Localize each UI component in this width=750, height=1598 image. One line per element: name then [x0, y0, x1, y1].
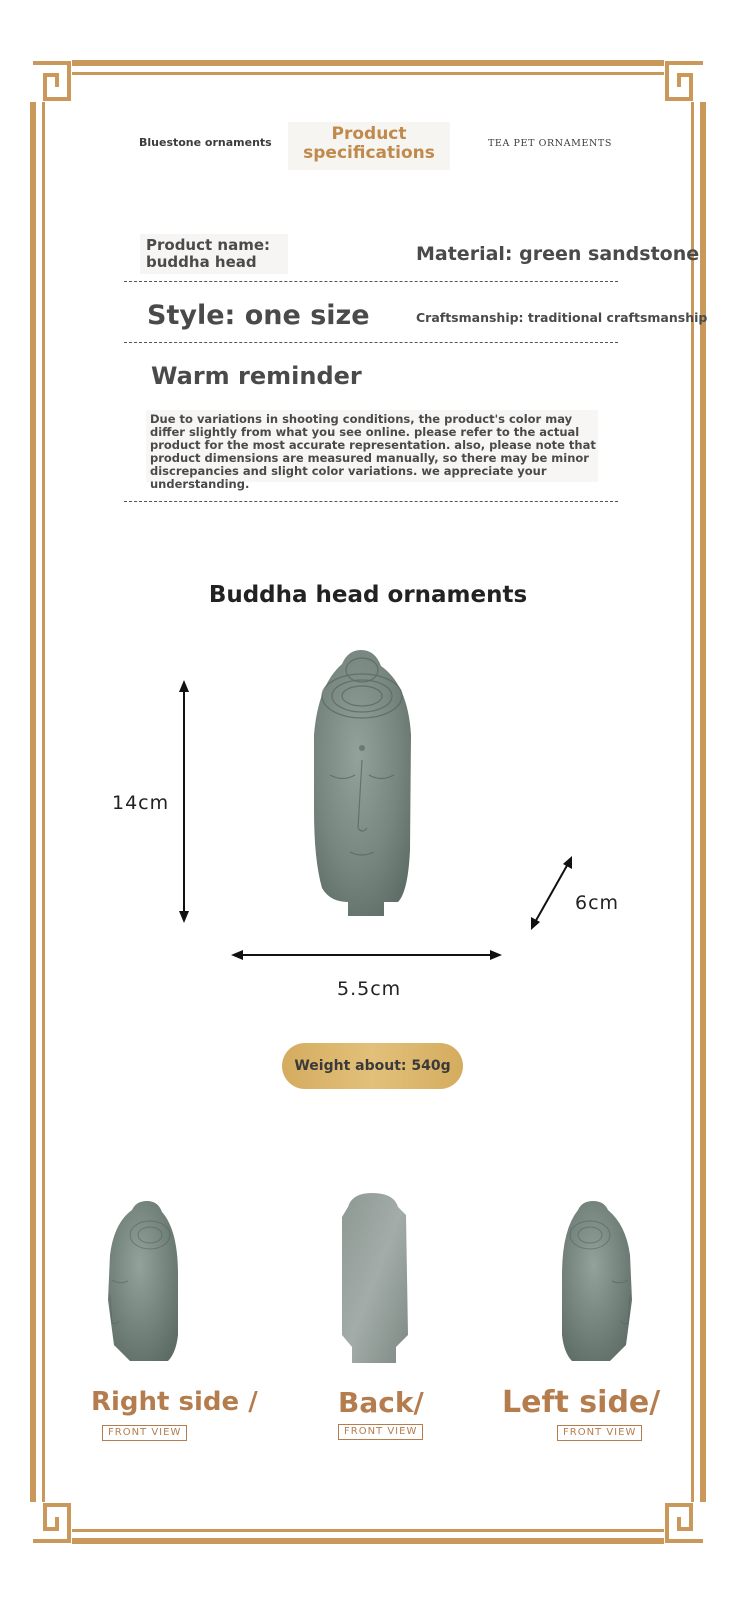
depth-label: 6cm	[575, 892, 620, 914]
material-spec: Material: green sandstone	[416, 243, 700, 265]
header-tabs	[0, 122, 750, 172]
product-name: Product name: buddha head	[140, 234, 288, 274]
tab-product-specifications: Product specifications	[288, 122, 450, 170]
depth-arrow	[531, 856, 572, 930]
left-side-title: Left side/	[502, 1385, 661, 1420]
tab-tea-pet-ornaments: TEA PET ORNAMENTS	[488, 138, 612, 149]
divider	[124, 281, 618, 282]
divider	[124, 342, 618, 343]
tab-bluestone-ornaments: Bluestone ornaments	[139, 136, 272, 149]
warm-reminder-text: Due to variations in shooting conditions, the product's color may differ slightly from what you see online. please refer to the actual product for the most accurate representation. also, please note that product dimensions are measured manually, so there may be minor discrepancies and slight color variations. we appreciate your understanding.	[146, 410, 598, 482]
width-arrow	[231, 950, 502, 960]
height-arrow	[179, 680, 189, 923]
height-label: 14cm	[112, 792, 170, 814]
left-side-view-image	[562, 1201, 632, 1361]
left-side-subtitle: FRONT VIEW	[557, 1425, 642, 1441]
view-images	[0, 1185, 750, 1375]
craftsmanship-spec: Craftsmanship: traditional craftsmanship	[416, 310, 708, 325]
back-title: Back/	[338, 1386, 424, 1419]
back-view-image	[342, 1193, 408, 1363]
frame-corner-ornament-top-right	[664, 60, 706, 102]
back-subtitle: FRONT VIEW	[338, 1424, 423, 1440]
right-side-subtitle: FRONT VIEW	[102, 1425, 187, 1441]
frame-corner-ornament-bottom-left	[30, 1502, 72, 1544]
buddha-head-image	[314, 650, 411, 916]
frame-corner-ornament-top-left	[30, 60, 72, 102]
width-label: 5.5cm	[337, 978, 402, 1000]
right-side-view-image	[108, 1201, 178, 1361]
weight-badge: Weight about: 540g	[282, 1043, 463, 1089]
frame-corner-ornament-bottom-right	[664, 1502, 706, 1544]
section-title: Buddha head ornaments	[208, 582, 528, 608]
right-side-title: Right side /	[91, 1387, 258, 1417]
warm-reminder-title: Warm reminder	[151, 362, 362, 390]
style-spec: Style: one size	[147, 300, 370, 331]
divider	[124, 501, 618, 502]
